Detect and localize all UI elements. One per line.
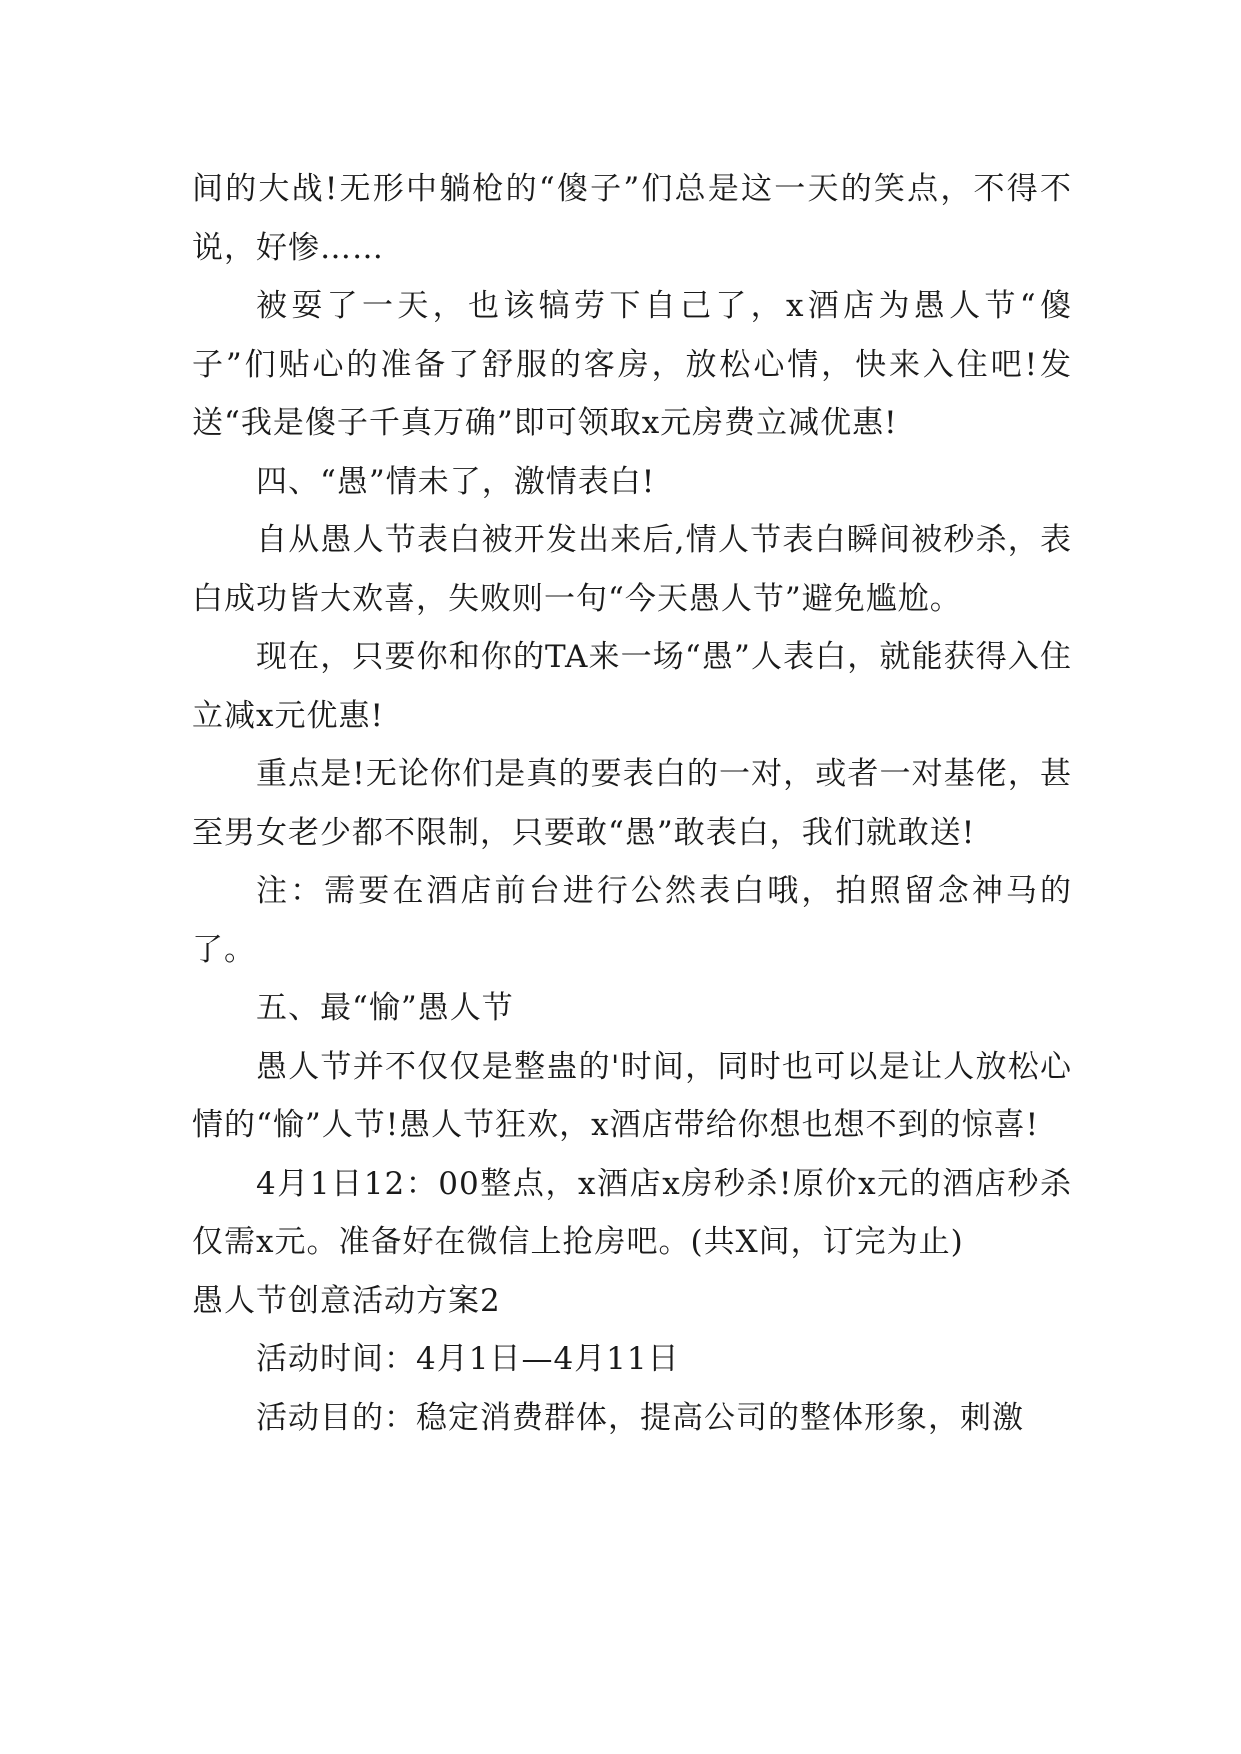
paragraph-3: 自从愚人节表白被开发出来后,情人节表白瞬间被秒杀，表白成功皆大欢喜，失败则一句“今天愚人节”避免尴尬。 [192, 522, 1072, 617]
document-body [192, 160, 1072, 1447]
paragraph-2: 被耍了一天，也该犒劳下自己了，x酒店为愚人节“傻子”们贴心的准备了舒服的客房，放松心情，快来入住吧!发送“我是傻子千真万确”即可领取x元房费立减优惠! [192, 288, 1072, 441]
paragraph-4: 现在，只要你和你的TA来一场“愚”人表白，就能获得入住立减x元优惠! [192, 639, 1072, 734]
activity-purpose: 活动目的：稳定消费群体，提高公司的整体形象，刺激 [256, 1399, 1024, 1436]
note-paragraph: 注：需要在酒店前台进行公然表白哦，拍照留念神马的了。 [192, 873, 1072, 968]
paragraph-5: 重点是!无论你们是真的要表白的一对，或者一对基佬，甚至男女老少都不限制，只要敢“愚”敢表白，我们就敢送! [192, 756, 1072, 851]
plan-title: 愚人节创意活动方案2 [192, 1282, 501, 1319]
activity-time: 活动时间：4月1日—4月11日 [256, 1341, 680, 1377]
section-heading-5: 五、最“愉”愚人节 [256, 990, 514, 1026]
paragraph-6: 愚人节并不仅仅是整蛊的'时间，同时也可以是让人放松心情的“愉”人节!愚人节狂欢，x酒店带给你想也想不到的惊喜! [192, 1048, 1072, 1143]
paragraph-7: 4月1日12：00整点，x酒店x房秒杀!原价x元的酒店秒杀仅需x元。准备好在微信上抢房吧。(共X间，订完为止) [192, 1165, 1072, 1260]
section-heading-4: 四、“愚”情未了，激情表白! [256, 463, 656, 500]
paragraph-1: 间的大战!无形中躺枪的“傻子”们总是这一天的笑点，不得不说，好惨…… [192, 171, 1072, 266]
